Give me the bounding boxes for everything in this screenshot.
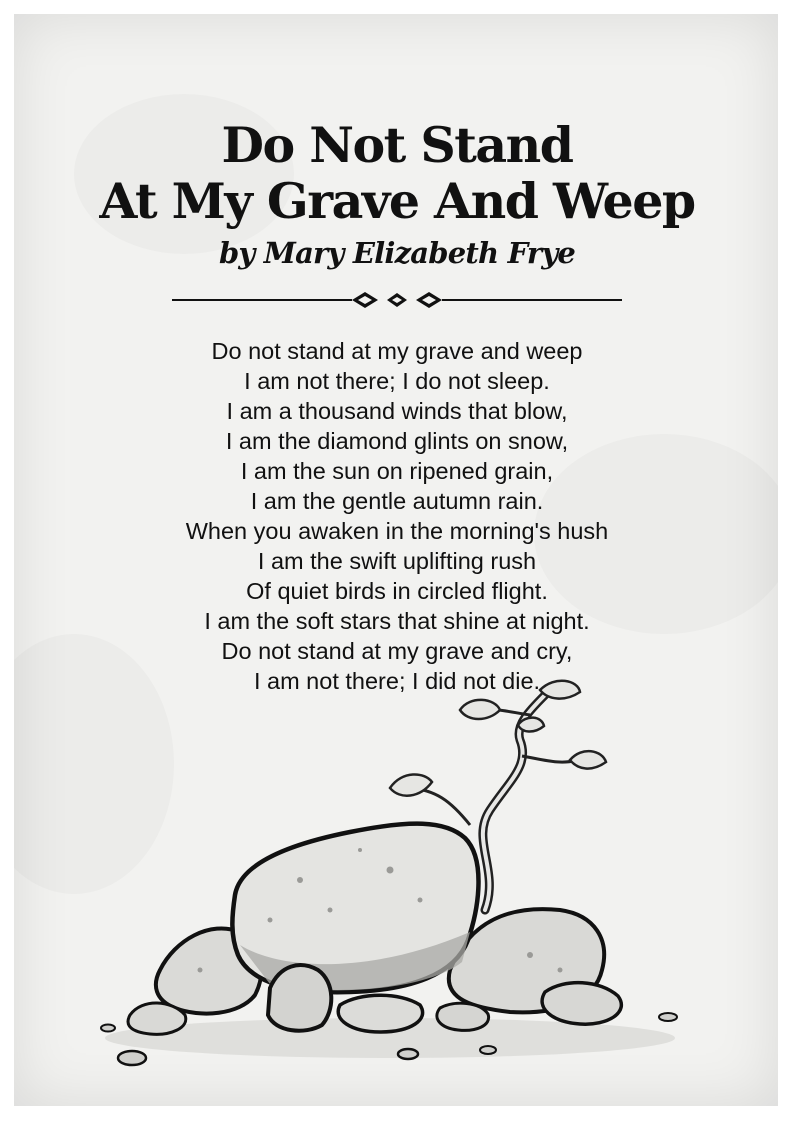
pebble [659,1013,677,1021]
poem-line: I am not there; I did not die. [253,668,541,694]
ornamental-divider [172,288,622,312]
poem-line: When you awaken in the morning's hush [185,518,609,544]
leaf-icon [540,681,580,699]
rock-small [437,1003,489,1030]
poem-title-line-2: At My Grave And Weep [99,172,695,230]
poem-line: I am the sun on ripened grain, [240,458,554,484]
poem-line: I am the gentle autumn rain. [250,488,544,514]
leaf-icon [518,718,544,732]
rock-small [128,1003,186,1034]
leaf-icon [390,774,432,795]
poem-line: I am the diamond glints on snow, [225,428,569,454]
poem-author: by Mary Elizabeth Frye [218,236,576,270]
leaf-icon [570,751,606,768]
poem-line: Do not stand at my grave and cry, [221,638,573,664]
poem-line: I am a thousand winds that blow, [226,398,568,424]
poem-body [0,336,794,696]
rock-front-middle [268,965,331,1031]
poem-line: I am not there; I do not sleep. [244,368,550,394]
poem-title-line-1: Do Not Stand [221,116,573,174]
poem-line: I am the soft stars that shine at night. [204,608,590,634]
pebble [118,1051,146,1065]
rocks-with-sapling-icon [90,670,710,1090]
rock-small [542,983,621,1025]
rock-small [338,995,422,1032]
pebble [398,1049,418,1059]
poem-line: I am the swift uplifting rush [257,548,537,574]
pebble [480,1046,496,1054]
poem-line: Of quiet birds in circled flight. [246,578,548,604]
poem-line: Do not stand at my grave and weep [211,338,583,364]
leaf-icon [460,700,500,719]
pebble [101,1025,115,1032]
